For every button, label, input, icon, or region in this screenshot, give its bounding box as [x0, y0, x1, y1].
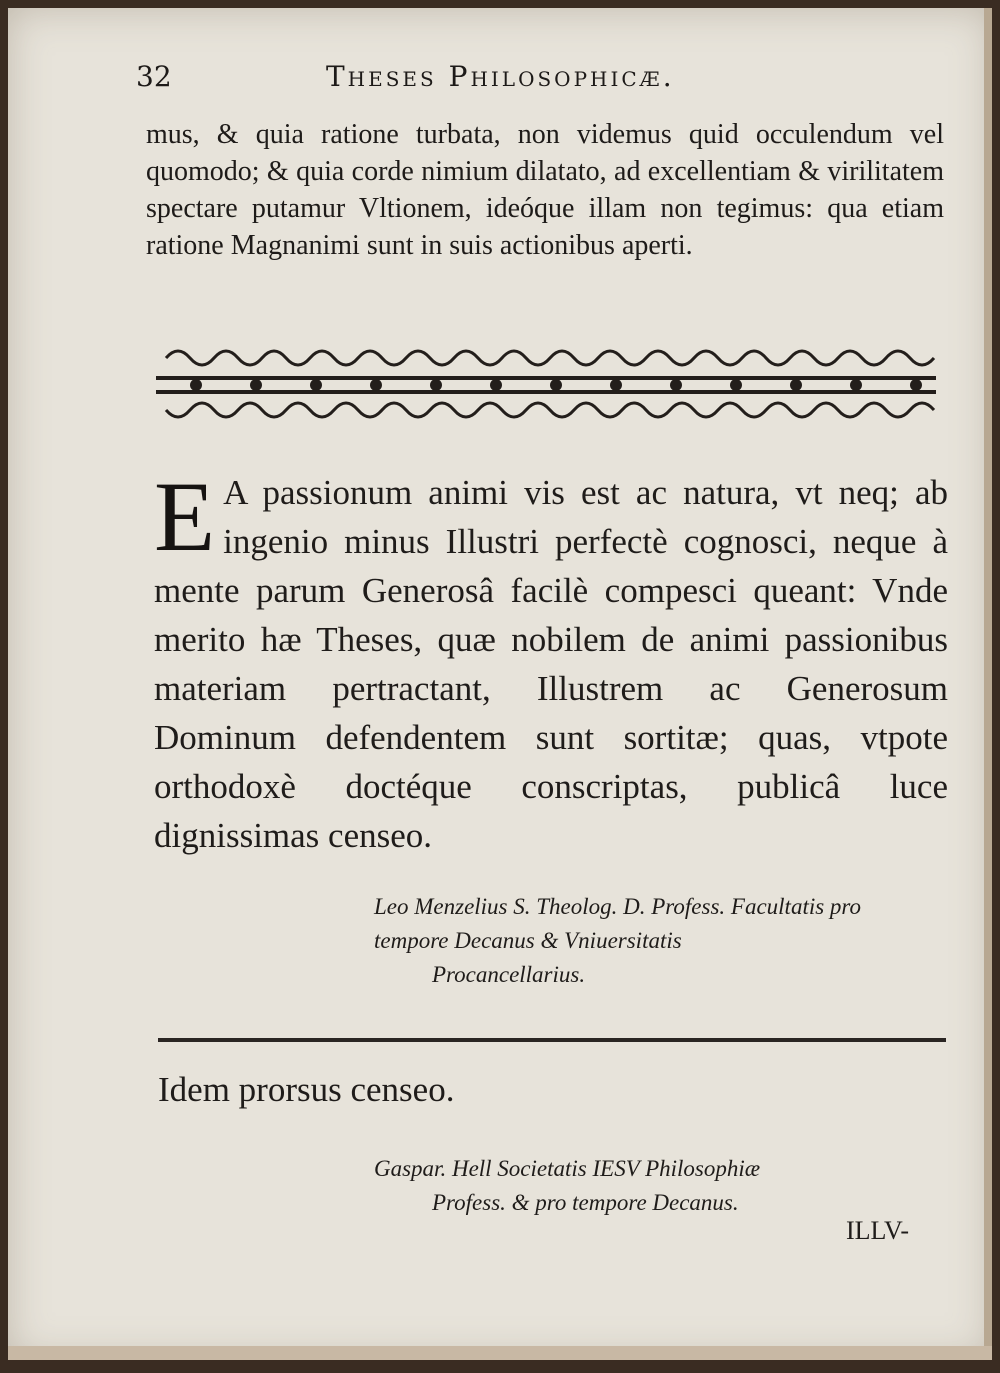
page-header — [136, 60, 896, 110]
book-page — [8, 8, 992, 1360]
signature-2-line-1: Gaspar. Hell Societatis IESV Philosophiæ — [374, 1156, 761, 1181]
continuation-paragraph: mus, & quia ratione turbata, non videmus quid occulendum vel quomodo; & quia corde nimium dilatato, ad excellentiam & virilitatem spectare putamur Vltionem, ideóque illam non tegimus: qua etiam ratione Magnanimi sunt in suis actionibus aperti. — [146, 119, 944, 261]
approbation-text: A passionum animi vis est ac natura, vt neq; ab ingenio minus Illustri perfectè cognosci, neque à mente parum Generosâ facilè compesci queant: Vnde merito hæ Theses, quæ nobilem de animi passionibus materiam pertractant, Illustrem ac Generosum Dominum defendentem sunt sortitæ; quas, vtpote orthodoxè doctéque conscriptas, publicâ luce dignissimas censeo. — [154, 473, 948, 855]
signature-1-line-2: Procancellarius. — [432, 962, 586, 987]
approbation-paragraph — [154, 461, 948, 860]
running-title: Theses Philosophicæ. — [326, 60, 675, 93]
page-edge — [984, 8, 992, 1360]
idem-line: Idem prorsus censeo. — [158, 1070, 455, 1109]
signature-hell — [374, 1152, 914, 1220]
catchword: ILLV- — [846, 1216, 910, 1245]
ornament-band — [156, 336, 936, 432]
section-rule — [158, 1038, 946, 1042]
signature-menzelius — [374, 890, 914, 992]
drop-cap: E — [154, 461, 216, 572]
page-bottom-edge — [8, 1346, 992, 1360]
page-number: 32 — [136, 60, 172, 93]
signature-2-line-2: Profess. & pro tempore Decanus. — [432, 1190, 739, 1215]
signature-1-line-1: Leo Menzelius S. Theolog. D. Profess. Facultatis pro tempore Decanus & Vniuersitatis — [374, 894, 862, 953]
